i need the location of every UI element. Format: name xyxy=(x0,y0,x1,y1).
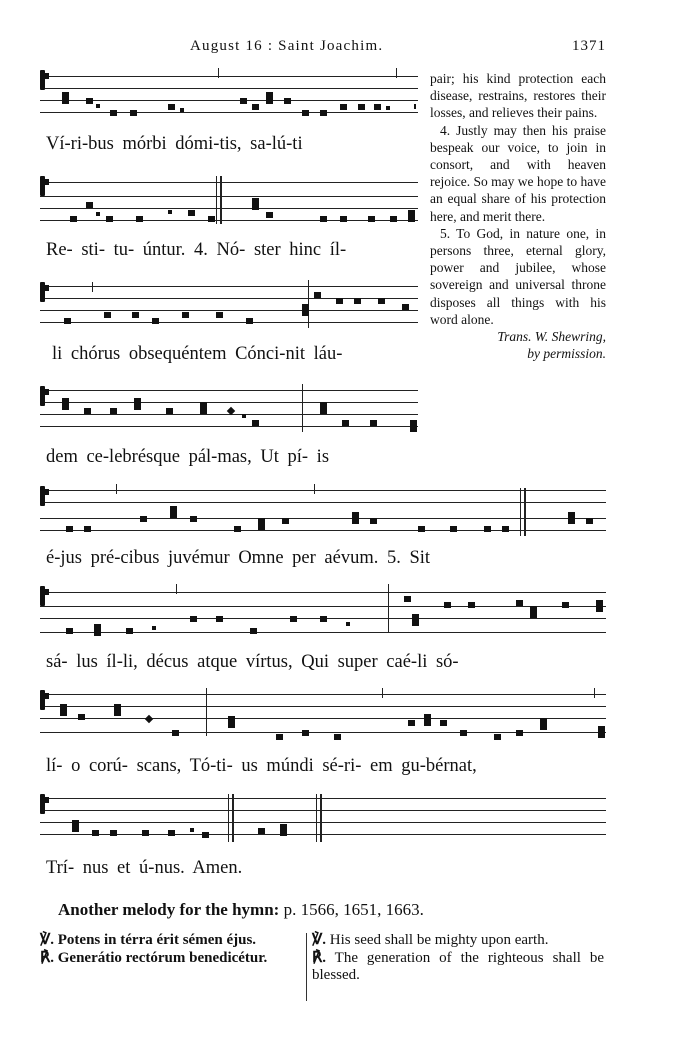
lyrics-line-5: é-jus pré-cibus juvémur Omne per aévum. 5. Sit xyxy=(46,548,431,568)
versicle-english: ℣. His seed shall be mighty upon earth. ℟. The generation of the righteous shall be blessed. xyxy=(312,932,604,983)
lyrics-line-8: Trí- nus et ú-nus. Amen. xyxy=(46,858,243,878)
chant-staff-4 xyxy=(40,386,418,434)
neume xyxy=(62,92,69,104)
translation-column xyxy=(430,70,606,362)
lyrics-line-1: Ví-ri-bus mórbi dómi-tis, sa-lú-ti xyxy=(46,134,303,154)
page-number: 1371 xyxy=(572,38,606,54)
chant-staff-3 xyxy=(40,284,418,332)
running-title: August 16 : Saint Joachim. xyxy=(190,38,384,54)
lyrics-line-3: li chórus obsequéntem Cónci-nit láu- xyxy=(52,344,343,364)
chant-staff-2 xyxy=(40,176,418,224)
another-melody-note xyxy=(58,900,424,920)
lyrics-line-4: dem ce-lebrésque pál-mas, Ut pí- is xyxy=(46,447,330,467)
versicle-latin-v: Potens in térra érit sémen éjus. xyxy=(57,932,257,948)
chant-staff-6 xyxy=(40,586,606,634)
versicle-latin: ℣. Potens in térra érit sémen éjus. ℟. Generátio rectórum benedicétur. xyxy=(40,932,268,966)
running-header xyxy=(40,38,610,58)
translation-para-1: pair; his kind protection each disease, restrains, restores their losses, and relieves their pains. xyxy=(430,71,606,121)
versicle-english-v: His seed shall be mighty upon earth. xyxy=(329,932,549,948)
translation-para-3: 5. To God, in nature one, in persons three, eternal glory, power and jubilee, whose sovereign and universal throne disposes all things with his word alone. xyxy=(430,225,606,327)
another-melody-label: Another melody for the hymn: xyxy=(58,900,280,919)
chant-staff-1 xyxy=(40,68,418,116)
chant-staff-8 xyxy=(40,794,606,842)
lyrics-line-6: sá- lus íl-li, décus atque vírtus, Qui super caé-li só- xyxy=(46,652,459,672)
versicle-latin-r: Generátio rectórum benedicétur. xyxy=(57,950,268,966)
column-divider xyxy=(306,933,307,1001)
translation-credit: Trans. W. Shewring, by permission. xyxy=(497,329,606,362)
versicle-english-r: The generation of the righteous shall be blessed. xyxy=(312,950,604,983)
chant-staff-7 xyxy=(40,690,606,738)
another-melody-refs: p. 1566, 1651, 1663. xyxy=(283,900,424,919)
chant-staff-5 xyxy=(40,488,606,536)
lyrics-line-2: Re- sti- tu- úntur. 4. Nó- ster hinc íl- xyxy=(46,240,347,260)
lyrics-line-7: lí- o corú- scans, Tó-ti- us múndi sé-ri- em gu-bérnat, xyxy=(46,756,477,776)
translation-para-2: 4. Justly may then his praise bespeak our voice, to join in consort, and with heaven rejoice. So may we hope to have an equal share of his protection here, and merit there. xyxy=(430,122,606,224)
